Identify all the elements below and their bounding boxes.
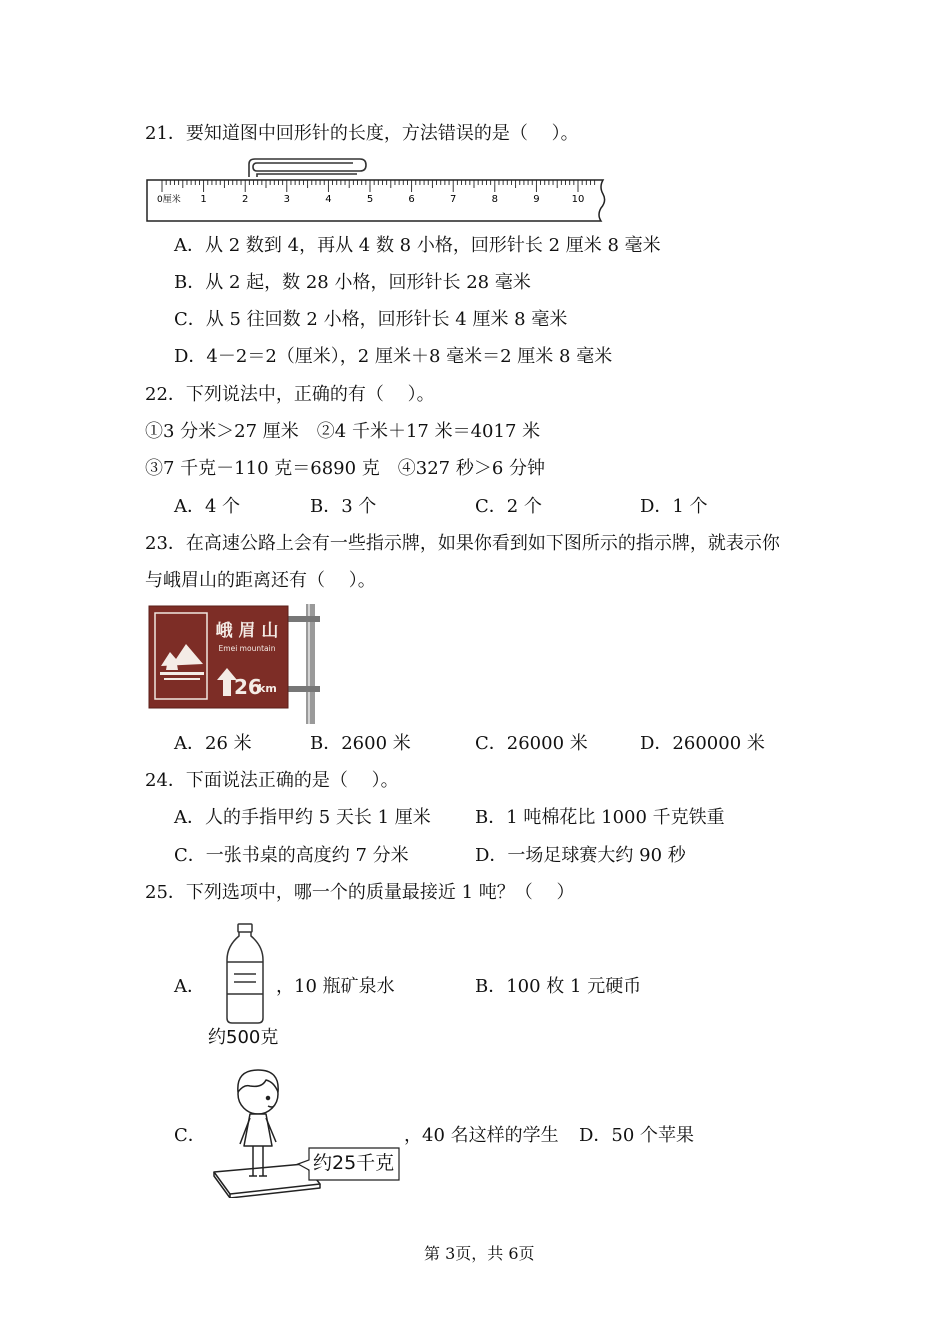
q25-option-c-text: ，40 名这样的学生 (404, 1125, 559, 1146)
ruler-number: 8 (491, 194, 498, 205)
q23-stem-line2: 与峨眉山的距离还有（ ）。 (145, 570, 376, 591)
q24-stem: 24．下面说法正确的是（ ）。 (145, 770, 399, 791)
q24-option-a: A．人的手指甲约 5 天长 1 厘米 (174, 807, 431, 828)
ruler-number: 2 (242, 194, 249, 205)
q22-option-d: D．1 个 (640, 496, 708, 517)
q21-option-b: B．从 2 起，数 28 小格，回形针长 28 毫米 (174, 272, 531, 293)
ruler-figure (145, 157, 607, 225)
q22-option-a: A．4 个 (174, 496, 241, 517)
bottle-weight-caption: 约500克 (208, 1027, 279, 1048)
q23-option-b: B．2600 米 (310, 733, 411, 754)
q23-option-d: D．260000 米 (640, 733, 765, 754)
ruler-number: 7 (450, 194, 457, 205)
q24-option-d: D．一场足球赛大约 90 秒 (475, 845, 686, 866)
q22-option-c: C．2 个 (475, 496, 542, 517)
page-footer: 第 3页，共 6页 (424, 1244, 535, 1263)
ruler-unit-label: 0厘米 (157, 195, 181, 205)
q22-statements-1: ①3 分米＞27 厘米 ②4 千米＋17 米＝4017 米 (145, 421, 541, 442)
ruler-number: 10 (571, 194, 585, 205)
sign-english-name: Emei mountain (218, 644, 276, 653)
q25-option-c-label: C． (174, 1125, 206, 1146)
sign-place-name: 峨 眉 山 (215, 621, 279, 641)
ruler-number: 6 (408, 194, 415, 205)
q22-stem: 22．下列说法中，正确的有（ ）。 (145, 384, 435, 405)
ruler-number: 4 (325, 194, 332, 205)
q25-option-d: D．50 个苹果 (579, 1125, 695, 1146)
q24-option-b: B．1 吨棉花比 1000 千克铁重 (475, 807, 725, 828)
q24-option-c: C．一张书桌的高度约 7 分米 (174, 845, 409, 866)
q23-stem-line1: 23．在高速公路上会有一些指示牌，如果你看到如下图所示的指示牌，就表示你 (145, 533, 780, 554)
student-weight-caption: 约25千克 (313, 1152, 395, 1174)
q21-stem: 21．要知道图中回形针的长度，方法错误的是（ ）。 (145, 123, 579, 144)
q21-option-d: D．4－2＝2（厘米），2 厘米＋8 毫米＝2 厘米 8 毫米 (174, 346, 613, 367)
q21-option-a: A．从 2 数到 4，再从 4 数 8 小格，回形针长 2 厘米 8 毫米 (174, 235, 661, 256)
sign-distance: 26 (234, 675, 262, 699)
q22-statements-2: ③7 千克－110 克＝6890 克 ④327 秒＞6 分钟 (145, 458, 546, 479)
road-sign-figure (148, 604, 323, 724)
q25-option-a-label: A． (174, 976, 205, 997)
q23-option-c: C．26000 米 (475, 733, 588, 754)
q23-option-a: A．26 米 (174, 733, 252, 754)
q25-option-b: B．100 枚 1 元硬币 (475, 976, 642, 997)
ruler-number: 9 (533, 194, 540, 205)
q25-stem: 25．下列选项中，哪一个的质量最接近 1 吨？（ ） (145, 882, 575, 903)
q22-option-b: B．3 个 (310, 496, 377, 517)
q21-option-c: C．从 5 往回数 2 小格，回形针长 4 厘米 8 毫米 (174, 309, 568, 330)
paperclip-icon (249, 159, 366, 177)
q25-option-a-text: ，10 瓶矿泉水 (276, 976, 395, 997)
water-bottle-icon (222, 922, 268, 1026)
ruler-number: 1 (200, 194, 207, 205)
student-on-scale-icon (206, 1064, 406, 1198)
ruler-number: 5 (366, 194, 374, 205)
ruler-number: 3 (283, 194, 290, 205)
sign-unit: km (258, 682, 277, 695)
